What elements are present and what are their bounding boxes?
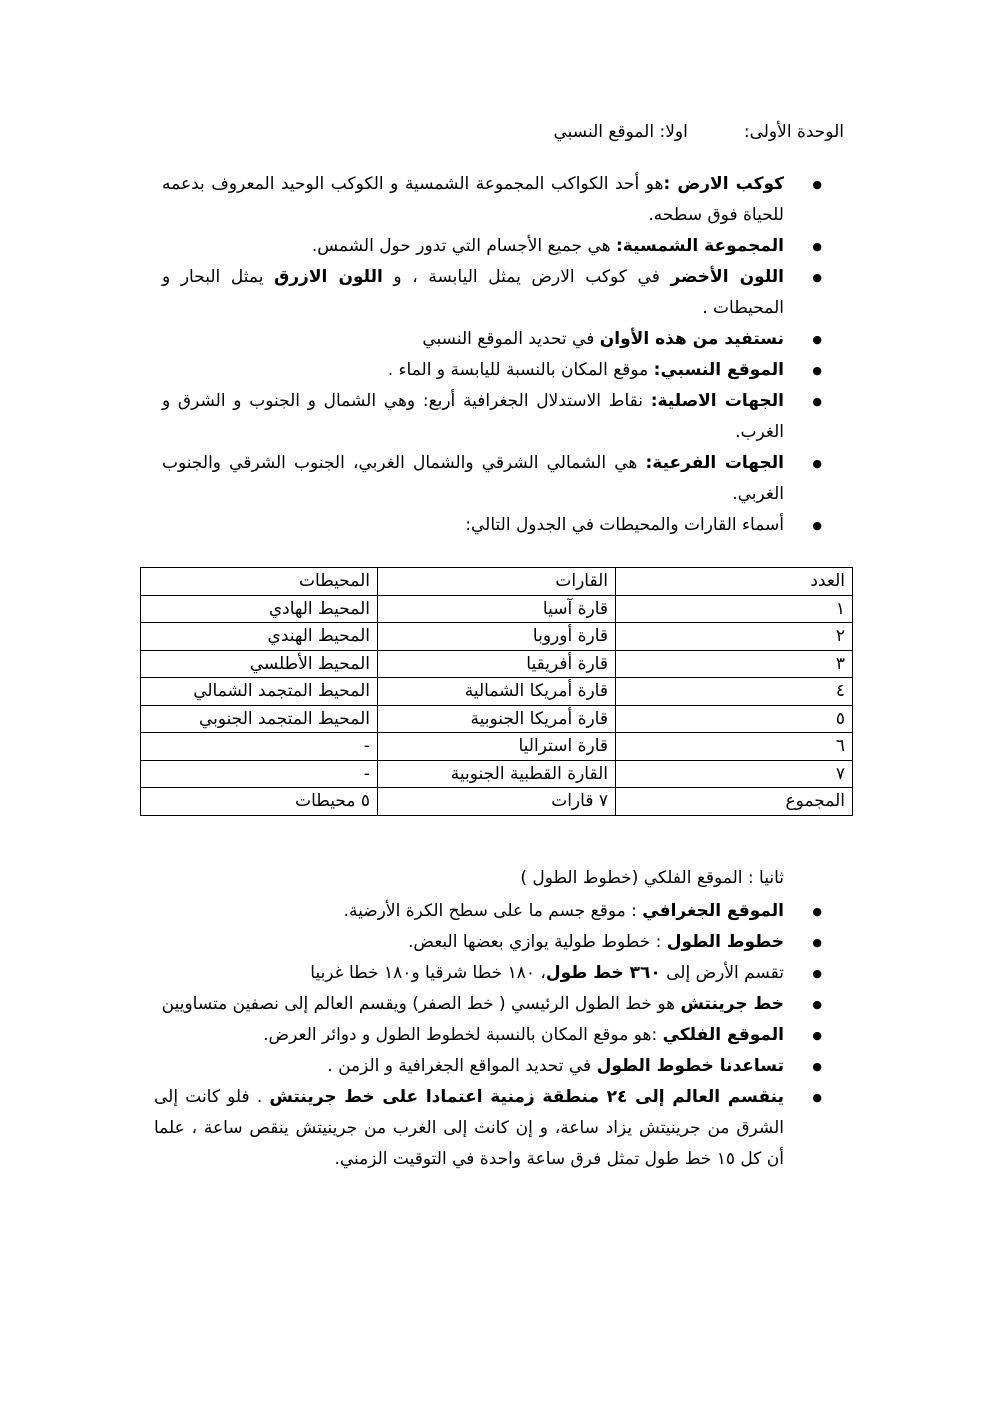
- table-cell: المحيط الهندي: [141, 623, 378, 651]
- unit-title: الوحدة الأولى:: [743, 122, 844, 142]
- table-cell: ٥: [616, 705, 853, 733]
- table-cell: ٢: [616, 623, 853, 651]
- table-cell: ٧: [616, 760, 853, 788]
- table-row: [141, 678, 853, 706]
- header-continents: القارات: [378, 568, 616, 596]
- table-cell: المحيط المتجمد الجنوبي: [141, 705, 378, 733]
- table-cell: المحيط المتجمد الشمالي: [141, 678, 378, 706]
- table-cell: ٣: [616, 650, 853, 678]
- list-item: ● أسماء القارات والمحيطات في الجدول التالي:: [162, 510, 844, 541]
- table-cell: قارة أوروبا: [378, 623, 616, 651]
- list-item: ● الجهات الاصلية: نقاط الاستدلال الجغرافية أربع: وهي الشمال و الجنوب و الشرق و الغرب.: [162, 386, 844, 448]
- list-item: ● نستفيد من هذه الأوان في تحديد الموقع النسبي: [162, 324, 844, 355]
- table-cell: ٤: [616, 678, 853, 706]
- list-item: ● المجموعة الشمسية: هي جميع الأجسام التي تدور حول الشمس.: [162, 231, 844, 262]
- table-cell: المحيط الأطلسي: [141, 650, 378, 678]
- list-item: ● الجهات الفرعية: هي الشمالي الشرقي والشمال الغربي، الجنوب الشرقي والجنوب الغربي.: [162, 448, 844, 510]
- list-item: ● خط جرينتش هو خط الطول الرئيسي ( خط الصفر) ويقسم العالم إلى نصفين متساويين: [154, 989, 844, 1020]
- list-item: ● الموقع الجغرافي : موقع جسم ما على سطح الكرة الأرضية.: [154, 896, 844, 927]
- section1-title: اولا: الموقع النسبي: [553, 122, 688, 142]
- table-row: [141, 623, 853, 651]
- table-cell: المحيط الهادي: [141, 595, 378, 623]
- table-row: [141, 705, 853, 733]
- section2-title: ثانيا : الموقع الفلكي (خطوط الطول ): [520, 868, 784, 888]
- table-cell: ٧ قارات: [378, 788, 616, 816]
- section1-list: [162, 169, 844, 541]
- table-cell: قارة آسيا: [378, 595, 616, 623]
- table-cell: قارة أمريكا الجنوبية: [378, 705, 616, 733]
- table-header-row: [141, 568, 853, 596]
- continents-oceans-table: [140, 567, 853, 816]
- table-row: [141, 760, 853, 788]
- list-item: ● الموقع النسبي: موقع المكان بالنسبة لليابسة و الماء .: [162, 355, 844, 386]
- table-row: [141, 650, 853, 678]
- list-item: ● تقسم الأرض إلى ٣٦٠ خط طول، ١٨٠ خطا شرقيا و١٨٠ خطا غربيا: [154, 958, 844, 989]
- table-cell: -: [141, 733, 378, 761]
- section2-list: [154, 896, 844, 1175]
- table-cell: ١: [616, 595, 853, 623]
- list-item: ● تساعدنا خطوط الطول في تحديد المواقع الجغرافية و الزمن .: [154, 1051, 844, 1082]
- list-item: ● اللون الأخضر في كوكب الارض يمثل اليابسة ، و اللون الازرق يمثل البحار و المحيطات .: [162, 262, 844, 324]
- table-row: [141, 733, 853, 761]
- list-item: ● كوكب الارض :هو أحد الكواكب المجموعة الشمسية و الكوكب الوحيد المعروف بدعمه للحياة فوق سطحه.: [162, 169, 844, 231]
- table-total-row: [141, 788, 853, 816]
- header-count: العدد: [616, 568, 853, 596]
- header-oceans: المحيطات: [141, 568, 378, 596]
- list-item: ● الموقع الفلكي :هو موقع المكان بالنسبة لخطوط الطول و دوائر العرض.: [154, 1020, 844, 1051]
- list-item: ● ينقسم العالم إلى ٢٤ منطقة زمنية اعتمادا على خط جرينتش . فلو كانت إلى الشرق من جرينيتش يزاد ساعة، و إن كانت إلى الغرب من جرينيتش ينقص ساعة ، علما أن كل ١٥ خط طول تمثل فرق ساعة واحدة في التوقيت الزمني.: [154, 1082, 844, 1175]
- table-row: [141, 595, 853, 623]
- table-cell: ٥ محيطات: [141, 788, 378, 816]
- table-cell: المجموع: [616, 788, 853, 816]
- list-item: ● خطوط الطول : خطوط طولية يوازي بعضها البعض.: [154, 927, 844, 958]
- table-cell: قارة أمريكا الشمالية: [378, 678, 616, 706]
- unit-heading: [554, 121, 845, 143]
- table-cell: قارة استراليا: [378, 733, 616, 761]
- table-cell: قارة أفريقيا: [378, 650, 616, 678]
- table-cell: القارة القطبية الجنوبية: [378, 760, 616, 788]
- table-cell: ٦: [616, 733, 853, 761]
- table-cell: -: [141, 760, 378, 788]
